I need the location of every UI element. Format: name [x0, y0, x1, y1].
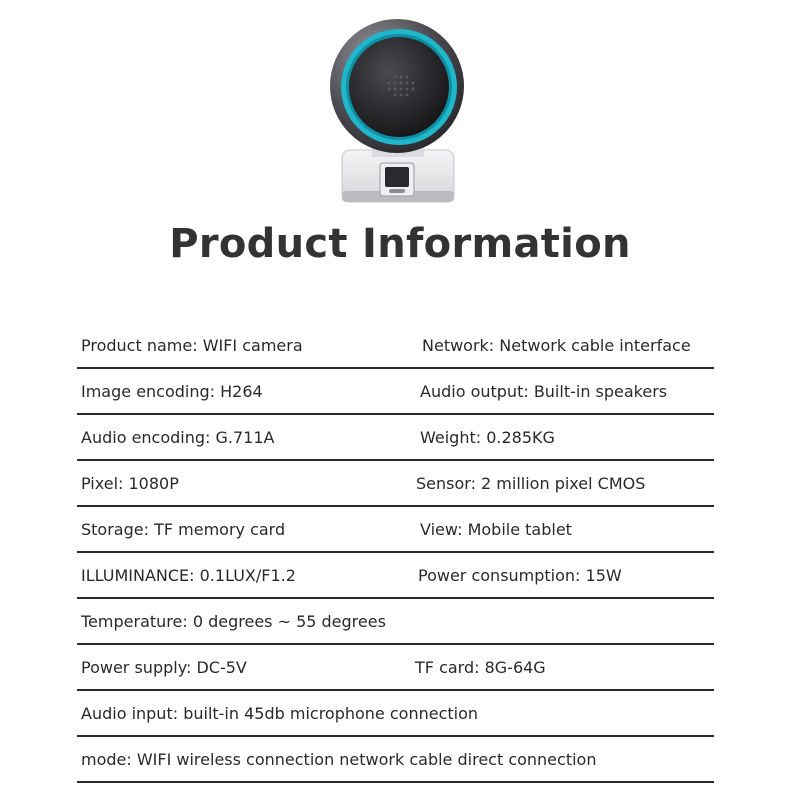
spec-cell-right: Power consumption: 15W	[418, 566, 622, 585]
spec-cell-left: Temperature: 0 degrees ~ 55 degrees	[81, 612, 386, 631]
spec-cell-right: TF card: 8G-64G	[415, 658, 546, 677]
spec-cell-left: Pixel: 1080P	[81, 474, 179, 493]
wifi-camera-icon	[325, 15, 470, 205]
page-title: Product Information	[169, 221, 631, 267]
spec-cell-left: Power supply: DC-5V	[81, 658, 247, 677]
spec-row	[77, 553, 714, 599]
spec-cell-left: Image encoding: H264	[81, 382, 263, 401]
spec-cell-left: Storage: TF memory card	[81, 520, 286, 539]
spec-table	[77, 323, 714, 783]
spec-row	[77, 737, 714, 783]
spec-cell-right: Network: Network cable interface	[422, 336, 691, 355]
spec-row	[77, 599, 714, 645]
spec-cell-left: Product name: WIFI camera	[81, 336, 303, 355]
spec-row	[77, 415, 714, 461]
spec-row	[77, 369, 714, 415]
spec-cell-left: Audio input: built-in 45db microphone connection	[81, 704, 479, 723]
spec-row	[77, 323, 714, 369]
spec-row	[77, 645, 714, 691]
spec-cell-right: View: Mobile tablet	[420, 520, 572, 539]
spec-row	[77, 461, 714, 507]
spec-row	[77, 691, 714, 737]
spec-cell-right: Audio output: Built-in speakers	[420, 382, 668, 401]
spec-row	[77, 507, 714, 553]
spec-cell-left: ILLUMINANCE: 0.1LUX/F1.2	[81, 566, 296, 585]
spec-cell-left: Audio encoding: G.711A	[81, 428, 275, 447]
spec-cell-left: mode: WIFI wireless connection network cable direct connection	[81, 750, 597, 769]
spec-cell-right: Weight: 0.285KG	[420, 428, 555, 447]
spec-cell-right: Sensor: 2 million pixel CMOS	[416, 474, 646, 493]
